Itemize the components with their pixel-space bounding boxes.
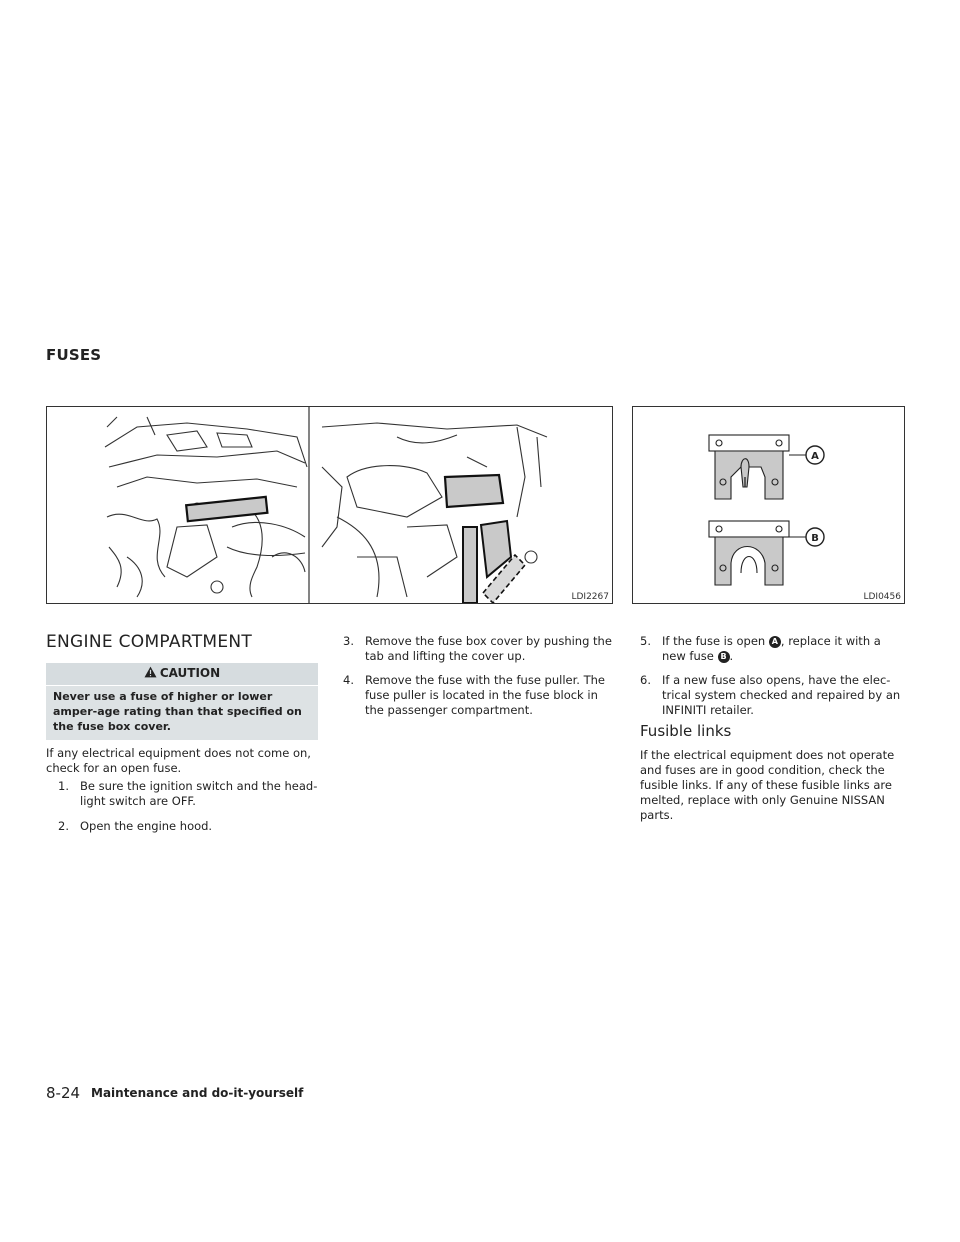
engine-compartment-heading: ENGINE COMPARTMENT	[46, 632, 253, 652]
step-4	[343, 673, 613, 718]
caution-box	[46, 686, 318, 740]
engine-compartment-illustration	[47, 407, 612, 603]
fuse-condition-illustration	[633, 407, 904, 603]
callout-b-marker: B	[718, 651, 730, 663]
step-1	[58, 779, 320, 809]
step-6	[640, 673, 906, 718]
warning-triangle-icon	[144, 666, 157, 678]
fusible-links-paragraph: If the electrical equipment does not operate and fuses are in good condition, check the fusible links. If any of these fusible links are melted, replace with only Genuine NISSAN parts.	[640, 748, 895, 822]
callout-a-marker: A	[769, 636, 781, 648]
step-number: 5.	[640, 634, 651, 648]
step-5-pre: If the fuse is open	[662, 634, 766, 648]
step-text: Remove the fuse with the fuse puller. The fuse puller is located in the fuse block in the passenger compartment.	[365, 673, 605, 717]
callout-a-label: A	[811, 451, 819, 462]
figure-label-ldi0456: LDI0456	[863, 592, 901, 602]
intro-paragraph: If any electrical equipment does not come on, check for an open fuse.	[46, 746, 311, 775]
caution-title: CAUTION	[159, 666, 221, 680]
callout-b-label: B	[811, 533, 819, 544]
step-number: 4.	[343, 673, 354, 687]
step-text: Be sure the ignition switch and the head-light switch are OFF.	[80, 779, 318, 808]
step-text	[640, 634, 906, 664]
step-5-post: .	[729, 649, 734, 663]
step-text: Open the engine hood.	[80, 819, 213, 833]
step-2	[58, 819, 320, 834]
engine-compartment-figure	[46, 406, 613, 604]
caution-header	[46, 663, 318, 685]
fusible-links-heading: Fusible links	[640, 722, 732, 740]
step-5-mid: , replace it with a new fuse	[662, 634, 881, 663]
page-number: 8-24	[46, 1084, 81, 1102]
step-number: 6.	[640, 673, 651, 687]
step-text: If a new fuse also opens, have the elec-trical system checked and repaired by an INFINITI retailer.	[662, 673, 901, 717]
chapter-title: Maintenance and do-it-yourself	[91, 1086, 304, 1100]
step-number: 2.	[58, 819, 69, 833]
figure-label-ldi2267: LDI2267	[571, 592, 609, 602]
section-title: FUSES	[46, 346, 102, 364]
step-number: 1.	[58, 779, 69, 793]
step-5	[640, 634, 906, 664]
fuse-condition-figure	[632, 406, 905, 604]
step-number: 3.	[343, 634, 354, 648]
step-3	[343, 634, 613, 664]
caution-title-row	[46, 666, 318, 680]
step-text: Remove the fuse box cover by pushing the tab and lifting the cover up.	[365, 634, 612, 663]
caution-text: Never use a fuse of higher or lower amper-age rating than that specified on the fuse box cover.	[53, 690, 302, 733]
